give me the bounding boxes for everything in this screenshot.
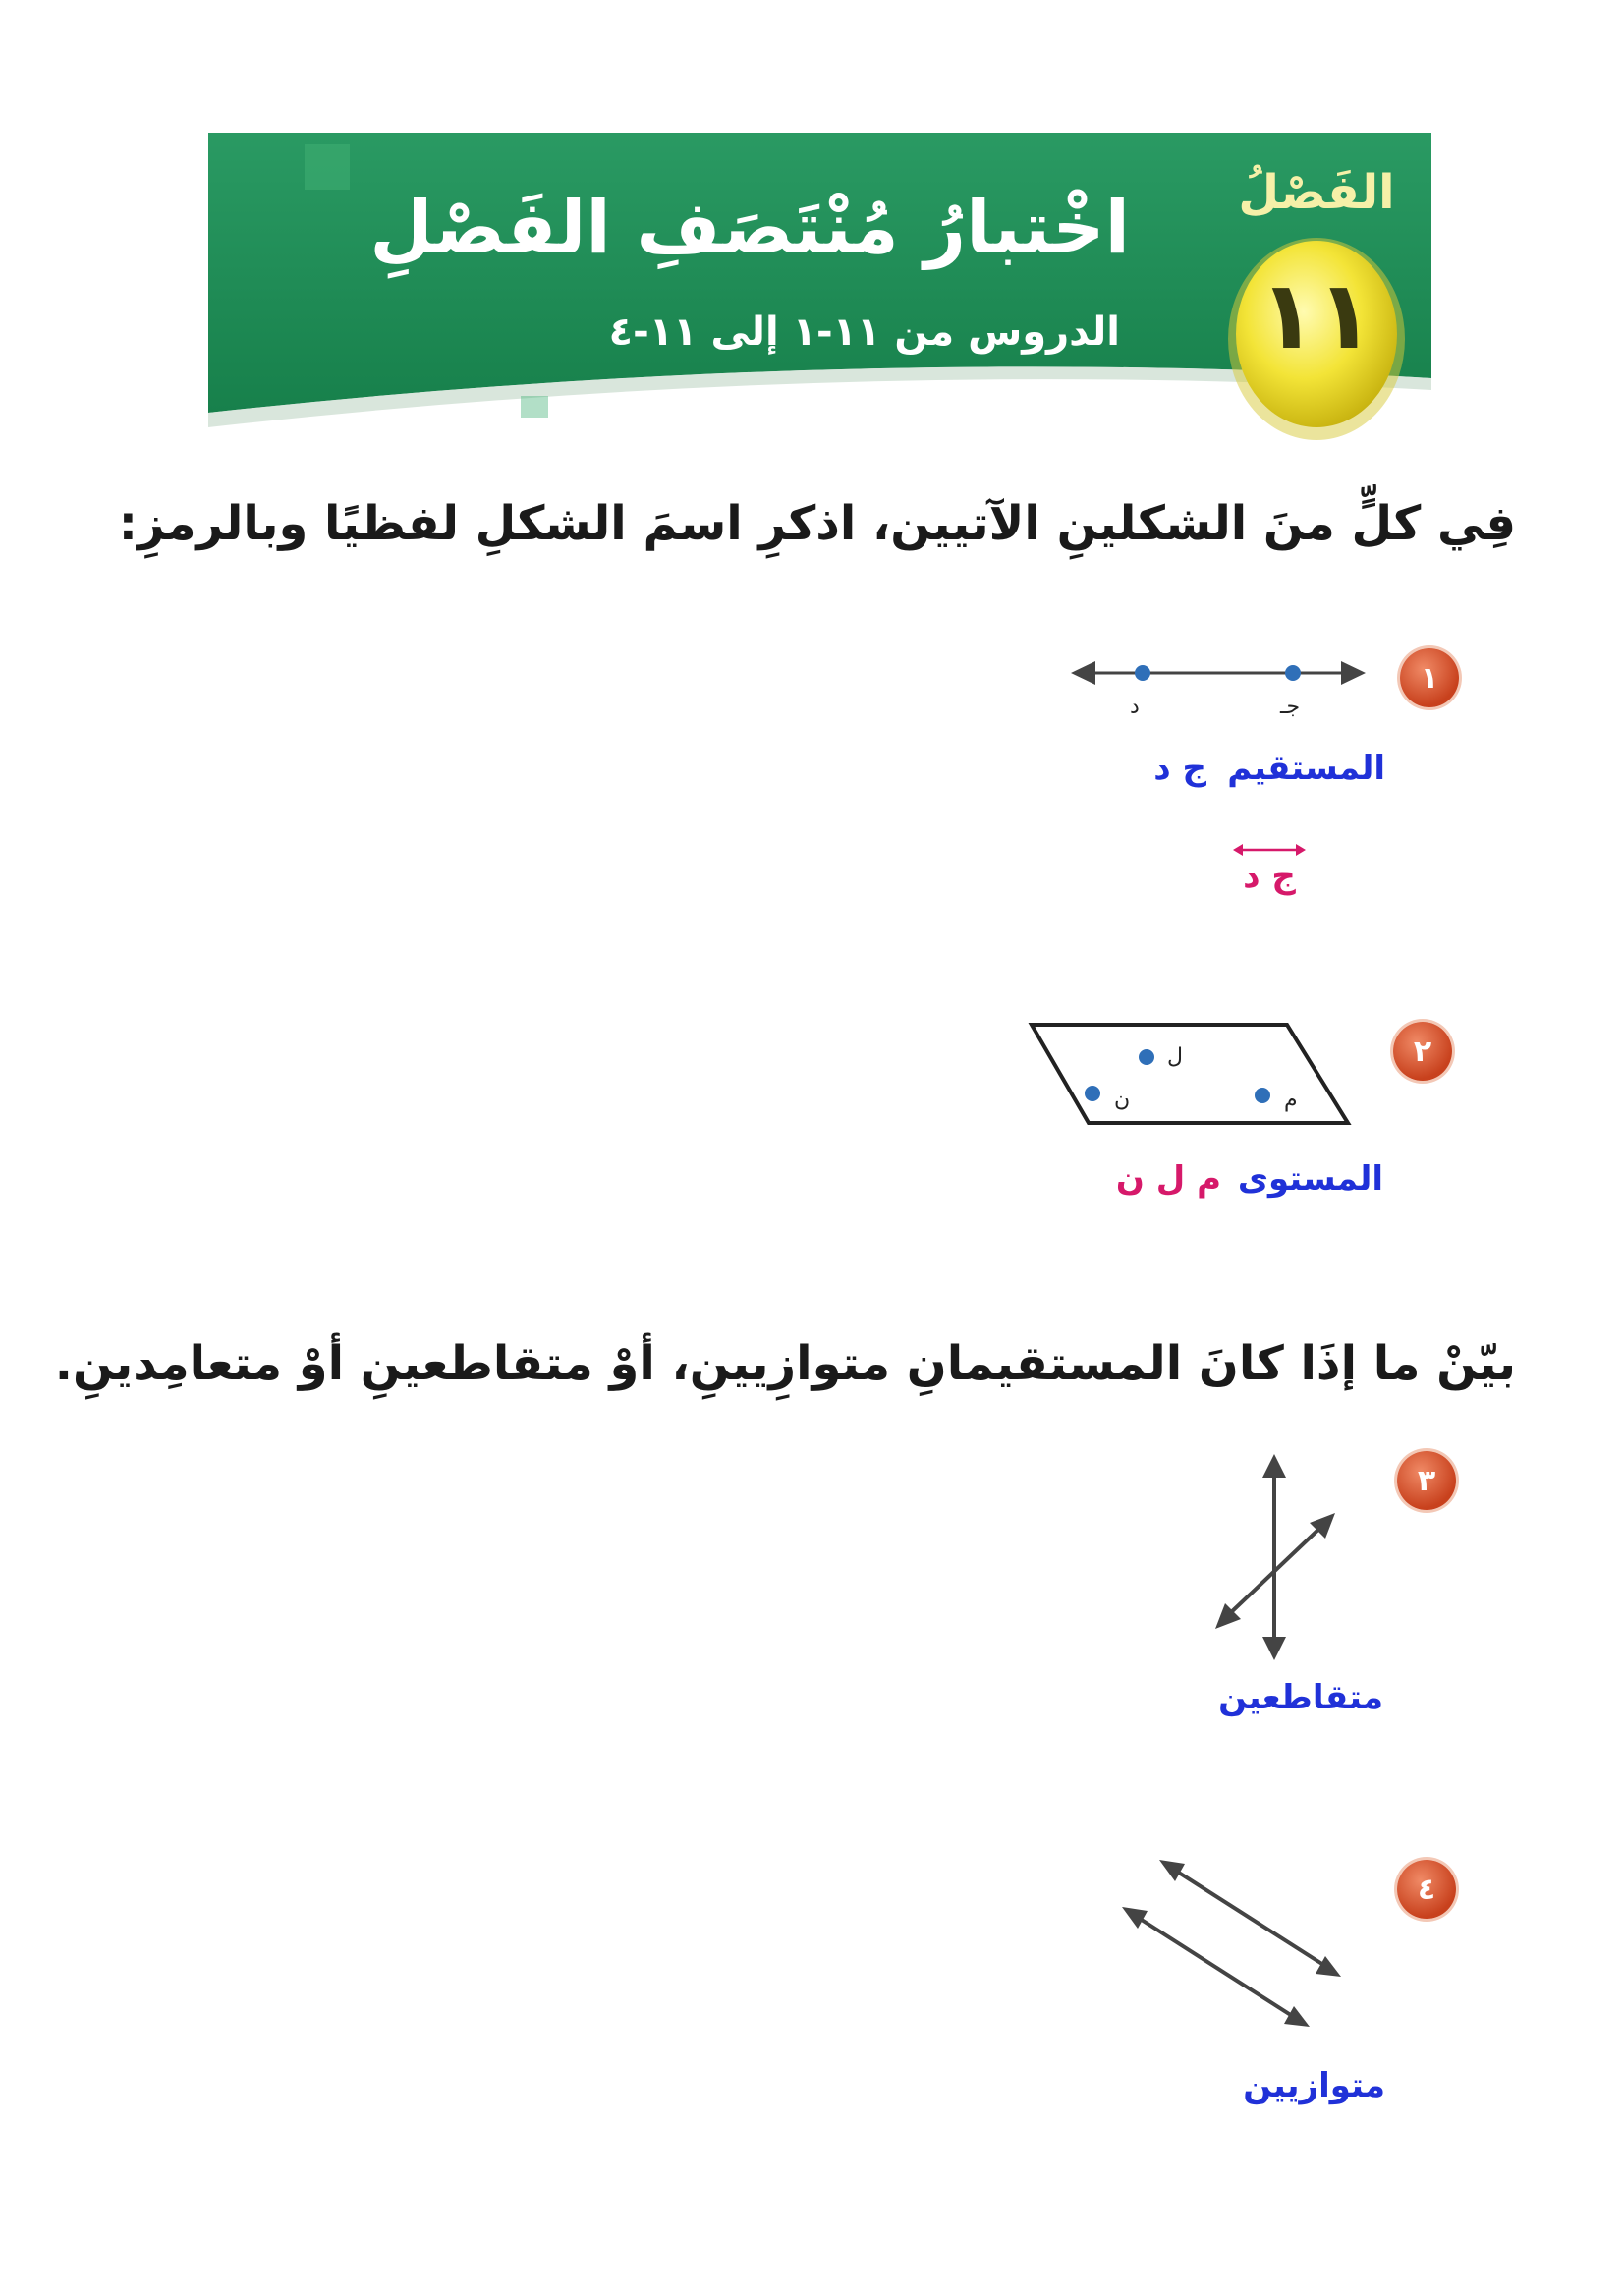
question-number-badge: ١ [1400, 648, 1459, 707]
line-figure [1066, 644, 1371, 722]
point-meem [1255, 1088, 1270, 1103]
question-number-badge: ٤ [1397, 1860, 1456, 1919]
point-lam [1139, 1049, 1154, 1065]
section2-instruction: بيّنْ ما إذَا كانَ المستقيمانِ متوازِيينِ، أوْ متقاطعينِ أوْ متعامِدينِ. [54, 1336, 1516, 1391]
point-jeem [1285, 665, 1301, 681]
page-title: اخْتبارُ مُنْتَصَفِ الفَصْلِ [369, 186, 1130, 270]
q1-answer-symbol: ج د [1243, 857, 1296, 896]
q1-answer-word: المستقيم [1227, 749, 1385, 788]
point-label-left: ن [1114, 1088, 1131, 1112]
point-noon [1085, 1086, 1100, 1101]
parallel-lines-figure [1120, 1852, 1346, 2029]
q2-answer-word: المستوى [1237, 1159, 1383, 1199]
point-label-right: م [1284, 1088, 1298, 1112]
point-label-top: ل [1167, 1044, 1183, 1069]
q2-answer-letters: م ل ن [1115, 1159, 1221, 1199]
page-subtitle: الدروس من ١١-١ إلى ١١-٤ [608, 309, 1120, 355]
intersecting-lines-figure [1213, 1454, 1341, 1660]
chapter-label: الفَصْلُ [1238, 165, 1395, 220]
question-number-badge: ٢ [1393, 1022, 1452, 1081]
plane-figure [1022, 1017, 1356, 1135]
point-label-right: جـ [1280, 695, 1301, 719]
point-label-left: د [1130, 695, 1140, 719]
q1-answer-letters: ج د [1153, 749, 1206, 788]
point-dal [1135, 665, 1150, 681]
q3-answer: متقاطعين [1218, 1678, 1383, 1717]
chapter-number: ١١ [1259, 260, 1374, 370]
section1-instruction: فِي كلٍّ منَ الشكلينِ الآتيين، اذكرِ اسمَ الشكلِ لفظيًا وبالرمزِ: [118, 496, 1516, 551]
q4-answer: متوازيين [1243, 2066, 1385, 2105]
question-number-badge: ٣ [1397, 1451, 1456, 1510]
